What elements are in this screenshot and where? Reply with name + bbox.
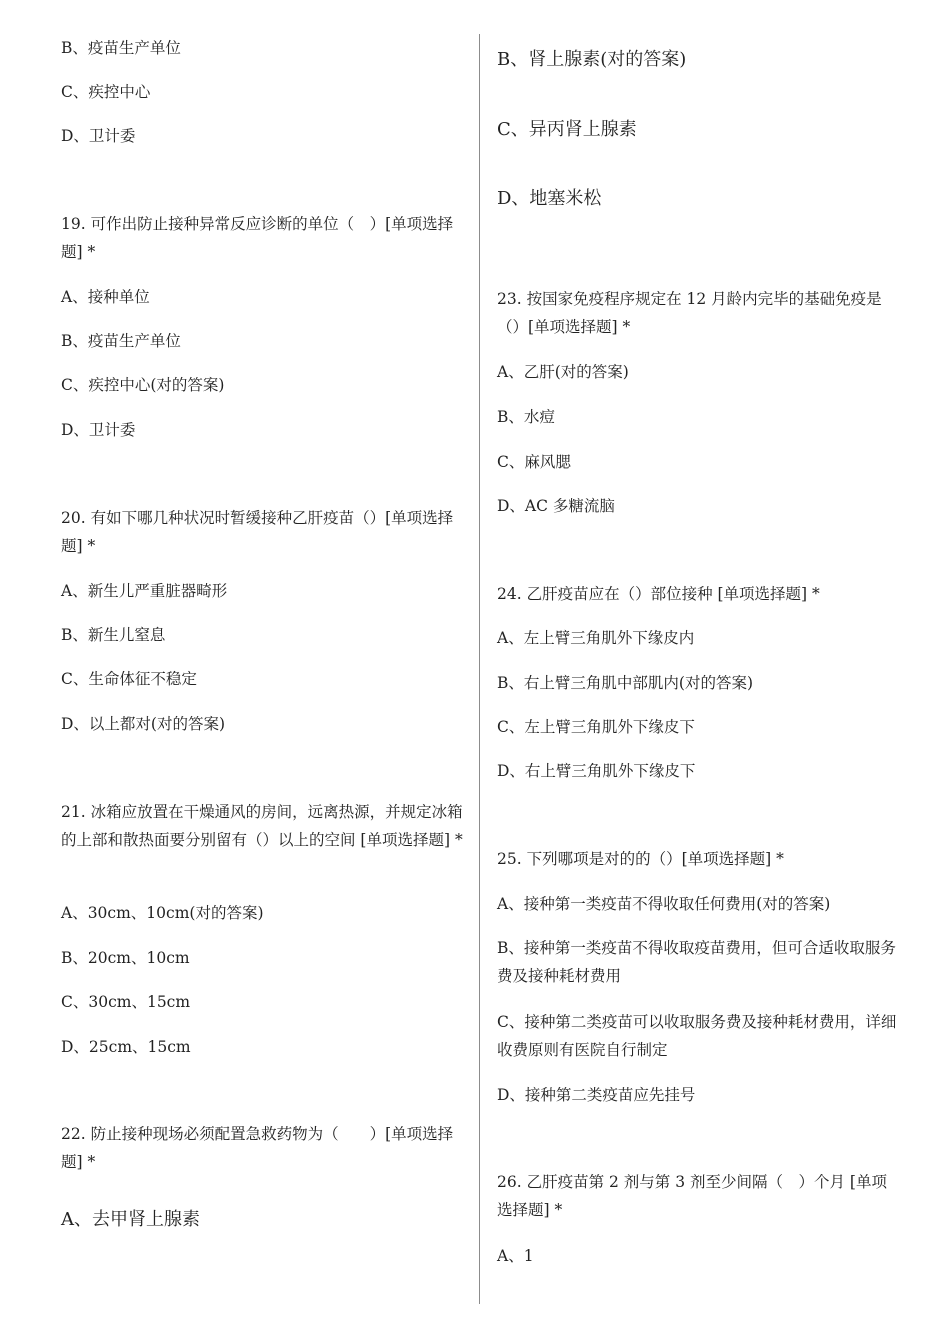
- q18-option-c: C、疾控中心: [61, 83, 151, 101]
- q22-option-a: A、去甲肾上腺素: [61, 1209, 200, 1230]
- q24-option-d: D、右上臂三角肌外下缘皮下: [497, 762, 696, 780]
- q18-option-b: B、疫苗生产单位: [61, 39, 181, 57]
- q19-option-b: B、疫苗生产单位: [61, 332, 181, 350]
- q26-question: 26. 乙肝疫苗第 2 剂与第 3 剂至少间隔（ ）个月 [单项选择题] *: [497, 1173, 887, 1219]
- q25-question: 25. 下列哪项是对的的（）[单项选择题] *: [497, 850, 784, 868]
- q23-option-a: A、乙肝(对的答案): [497, 363, 629, 381]
- q25-option-d: D、接种第二类疫苗应先挂号: [497, 1086, 696, 1104]
- q23-option-b: B、水痘: [497, 408, 555, 426]
- q20-option-a: A、新生儿严重脏器畸形: [61, 582, 228, 600]
- q23-option-d: D、AC 多糖流脑: [497, 497, 615, 515]
- q20-option-b: B、新生儿窒息: [61, 626, 166, 644]
- q22-question: 22. 防止接种现场必须配置急救药物为（ ）[单项选择题] *: [61, 1125, 454, 1171]
- q23-option-c: C、麻风腮: [497, 453, 571, 471]
- q20-option-d: D、以上都对(对的答案): [61, 715, 226, 733]
- q24-option-b: B、右上臂三角肌中部肌内(对的答案): [497, 674, 753, 692]
- q24-question: 24. 乙肝疫苗应在（）部位接种 [单项选择题] *: [497, 585, 820, 603]
- q22-option-b: B、肾上腺素(对的答案): [497, 49, 687, 70]
- q19-option-d: D、卫计委: [61, 421, 136, 439]
- q20-question: 20. 有如下哪几种状况时暂缓接种乙肝疫苗（）[单项选择题] *: [61, 509, 454, 555]
- q24-option-a: A、左上臂三角肌外下缘皮内: [497, 629, 695, 647]
- q21-option-b: B、20cm、10cm: [61, 949, 190, 967]
- q20-option-c: C、生命体征不稳定: [61, 670, 197, 688]
- column-divider: [479, 34, 480, 1304]
- q26-option-a: A、1: [497, 1247, 534, 1265]
- q22-option-d: D、地塞米松: [497, 188, 602, 209]
- q24-option-c: C、左上臂三角肌外下缘皮下: [497, 718, 695, 736]
- q21-option-a: A、30cm、10cm(对的答案): [61, 904, 264, 922]
- q25-option-b: B、接种第一类疫苗不得收取疫苗费用，但可合适收取服务费及接种耗材费用: [497, 939, 896, 985]
- q25-option-c: C、接种第二类疫苗可以收取服务费及接种耗材费用，详细收费原则有医院自行制定: [497, 1013, 897, 1059]
- q21-option-d: D、25cm、15cm: [61, 1038, 191, 1056]
- q23-question: 23. 按国家免疫程序规定在 12 月龄内完毕的基础免疫是（）[单项选择题] *: [497, 290, 882, 336]
- q21-question: 21. 冰箱应放置在干燥通风的房间，远离热源，并规定冰箱的上部和散热面要分别留有（）以上的空间 [单项选择题] *: [61, 803, 463, 849]
- q19-question: 19. 可作出防止接种异常反应诊断的单位（ ）[单项选择题] *: [61, 215, 454, 261]
- q19-option-a: A、接种单位: [61, 288, 150, 306]
- q21-option-c: C、30cm、15cm: [61, 993, 191, 1011]
- q19-option-c: C、疾控中心(对的答案): [61, 376, 225, 394]
- q18-option-d: D、卫计委: [61, 127, 136, 145]
- q22-option-c: C、异丙肾上腺素: [497, 119, 637, 140]
- q25-option-a: A、接种第一类疫苗不得收取任何费用(对的答案): [497, 895, 831, 913]
